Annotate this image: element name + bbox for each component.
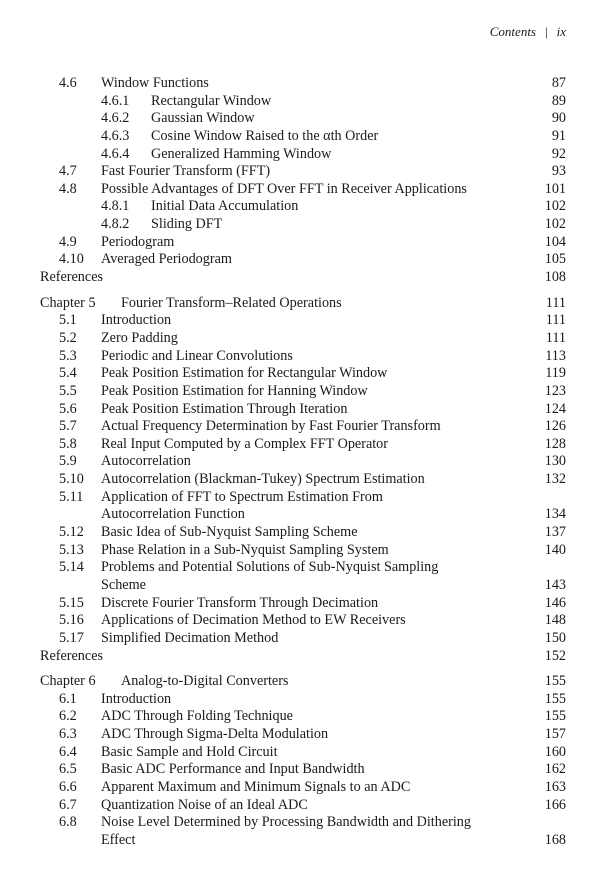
entry-number: 4.6.3 bbox=[101, 127, 130, 144]
entry-page-number: 91 bbox=[551, 127, 566, 144]
entry-page-number: 163 bbox=[544, 778, 566, 795]
entry-number: 5.9 bbox=[59, 453, 77, 470]
entry-page-number: 92 bbox=[551, 145, 566, 162]
entry-page-number: 162 bbox=[544, 761, 566, 778]
entry-page-number: 90 bbox=[551, 110, 566, 127]
entry-page-number: 168 bbox=[544, 831, 566, 848]
entry-number: 4.8.1 bbox=[101, 198, 130, 215]
entry-title: Fast Fourier Transform (FFT) bbox=[101, 163, 271, 180]
entry-title: Autocorrelation (Blackman-Tukey) Spectrum Estimation bbox=[101, 471, 425, 488]
entry-title: References bbox=[40, 647, 104, 664]
entry-page-number: 155 bbox=[544, 708, 566, 725]
entry-title: Periodic and Linear Convolutions bbox=[101, 347, 293, 364]
toc-entry bbox=[0, 163, 610, 181]
entry-number: 6.2 bbox=[59, 708, 77, 725]
entry-number: 5.11 bbox=[59, 488, 84, 505]
toc-entry bbox=[0, 726, 610, 744]
entry-title: ADC Through Sigma-Delta Modulation bbox=[101, 726, 329, 743]
entry-page-number: 105 bbox=[544, 251, 566, 268]
entry-page-number: 150 bbox=[544, 629, 566, 646]
entry-page-number: 128 bbox=[544, 435, 566, 452]
entry-page-number: 126 bbox=[544, 418, 566, 435]
entry-page-number: 137 bbox=[544, 524, 566, 541]
toc-entry bbox=[0, 110, 610, 128]
entry-title: Discrete Fourier Transform Through Decimation bbox=[101, 594, 379, 611]
entry-number: 4.9 bbox=[59, 233, 77, 250]
entry-number: 4.8.2 bbox=[101, 216, 130, 233]
entry-title: Basic ADC Performance and Input Bandwidth bbox=[101, 761, 365, 778]
entry-page-number: 93 bbox=[551, 163, 566, 180]
toc-entry bbox=[0, 348, 610, 366]
entry-number: 5.16 bbox=[59, 612, 84, 629]
toc-entry bbox=[0, 365, 610, 383]
entry-page-number: 130 bbox=[544, 453, 566, 470]
entry-title: Phase Relation in a Sub-Nyquist Sampling System bbox=[101, 541, 389, 558]
entry-page-number: 152 bbox=[544, 647, 566, 664]
entry-number: 4.6.2 bbox=[101, 110, 130, 127]
toc-entry bbox=[0, 198, 610, 216]
entry-number: 5.7 bbox=[59, 418, 77, 435]
entry-number: 6.4 bbox=[59, 743, 77, 760]
header-page-number: ix bbox=[556, 24, 566, 39]
header-section: Contents bbox=[489, 24, 536, 39]
toc-entry bbox=[0, 234, 610, 252]
entry-title: Autocorrelation bbox=[101, 453, 191, 470]
entry-page-number: 124 bbox=[544, 400, 566, 417]
entry-page-number: 119 bbox=[545, 365, 566, 382]
entry-number: 4.6.4 bbox=[101, 145, 130, 162]
toc-entry bbox=[0, 691, 610, 709]
toc-entry bbox=[0, 146, 610, 164]
entry-number: 6.5 bbox=[59, 761, 77, 778]
entry-number: 4.7 bbox=[59, 163, 77, 180]
entry-title: Basic Idea of Sub-Nyquist Sampling Scheme bbox=[101, 524, 358, 541]
entry-title: Scheme bbox=[101, 576, 146, 593]
toc-entry bbox=[0, 216, 610, 234]
chapter-entry bbox=[0, 295, 610, 313]
entry-page-number: 157 bbox=[544, 726, 566, 743]
toc-entry bbox=[0, 181, 610, 199]
entry-number: 6.8 bbox=[59, 814, 77, 831]
entry-page-number: 123 bbox=[544, 382, 566, 399]
toc-entry bbox=[0, 708, 610, 726]
entry-title: Peak Position Estimation for Rectangular Window bbox=[101, 365, 388, 382]
entry-page-number: 104 bbox=[544, 233, 566, 250]
entry-title: Fourier Transform–Related Operations bbox=[121, 294, 342, 311]
entry-page-number: 146 bbox=[544, 594, 566, 611]
entry-number: Chapter 5 bbox=[40, 294, 96, 311]
entry-page-number: 111 bbox=[545, 294, 566, 311]
entry-title: ADC Through Folding Technique bbox=[101, 708, 293, 725]
toc-entry bbox=[0, 630, 610, 648]
entry-title: Peak Position Estimation for Hanning Window bbox=[101, 382, 368, 399]
entry-number: 5.1 bbox=[59, 312, 77, 329]
entry-number: 5.2 bbox=[59, 329, 77, 346]
entry-title: Cosine Window Raised to the αth Order bbox=[151, 127, 379, 144]
entry-title: Possible Advantages of DFT Over FFT in Receiver Applications bbox=[101, 180, 467, 197]
entry-title: Analog-to-Digital Converters bbox=[121, 673, 289, 690]
entry-number: 4.6 bbox=[59, 75, 77, 91]
references-entry bbox=[0, 648, 610, 666]
entry-page-number: 87 bbox=[551, 75, 566, 91]
entry-page-number: 102 bbox=[544, 198, 566, 215]
toc-entry bbox=[0, 418, 610, 436]
toc-entry bbox=[0, 330, 610, 348]
toc-entry bbox=[0, 401, 610, 419]
entry-number: 5.15 bbox=[59, 594, 84, 611]
entry-number: 5.6 bbox=[59, 400, 77, 417]
header-separator: | bbox=[545, 24, 548, 39]
toc-entry bbox=[0, 744, 610, 762]
toc-entry bbox=[0, 251, 610, 269]
entry-page-number: 166 bbox=[544, 796, 566, 813]
toc-entry bbox=[0, 453, 610, 471]
entry-title: Effect bbox=[101, 831, 136, 848]
entry-title: Application of FFT to Spectrum Estimation From bbox=[101, 488, 383, 505]
entry-page-number: 113 bbox=[545, 347, 566, 364]
entry-title: Sliding DFT bbox=[151, 216, 223, 233]
entry-title: Applications of Decimation Method to EW Receivers bbox=[101, 612, 406, 629]
running-header bbox=[490, 24, 566, 40]
toc-entry bbox=[0, 542, 610, 560]
toc-entry bbox=[0, 612, 610, 630]
entry-title: Generalized Hamming Window bbox=[151, 145, 332, 162]
entry-page-number: 132 bbox=[544, 471, 566, 488]
toc-entry bbox=[0, 779, 610, 797]
entry-page-number: 155 bbox=[544, 673, 566, 690]
entry-number: 5.10 bbox=[59, 471, 84, 488]
chapter-entry bbox=[0, 673, 610, 691]
toc-entry bbox=[0, 814, 610, 832]
entry-title: Apparent Maximum and Minimum Signals to an ADC bbox=[101, 778, 411, 795]
toc-entry bbox=[0, 797, 610, 815]
toc-entry bbox=[0, 524, 610, 542]
entry-number: 5.14 bbox=[59, 559, 84, 576]
entry-number: 5.3 bbox=[59, 347, 77, 364]
toc-entry bbox=[0, 436, 610, 454]
entry-title: Quantization Noise of an Ideal ADC bbox=[101, 796, 308, 813]
entry-number: 4.10 bbox=[59, 251, 84, 268]
entry-number: 6.6 bbox=[59, 778, 77, 795]
toc-entry bbox=[0, 761, 610, 779]
entry-page-number: 143 bbox=[544, 576, 566, 593]
entry-page-number: 111 bbox=[545, 312, 566, 329]
entry-number: 4.6.1 bbox=[101, 92, 130, 109]
toc-entry bbox=[0, 312, 610, 330]
entry-number: 5.13 bbox=[59, 541, 84, 558]
toc-entry bbox=[0, 471, 610, 489]
entry-title: Window Functions bbox=[101, 75, 209, 91]
entry-number: 5.8 bbox=[59, 435, 77, 452]
entry-page-number: 102 bbox=[544, 216, 566, 233]
entry-title: Real Input Computed by a Complex FFT Operator bbox=[101, 435, 388, 452]
entry-page-number: 101 bbox=[544, 180, 566, 197]
entry-page-number: 89 bbox=[551, 92, 566, 109]
toc-entry bbox=[0, 832, 610, 850]
entry-title: Averaged Periodogram bbox=[101, 251, 232, 268]
entry-title: Gaussian Window bbox=[151, 110, 255, 127]
entry-title: Zero Padding bbox=[101, 329, 178, 346]
entry-number: 5.12 bbox=[59, 524, 84, 541]
entry-number: 5.4 bbox=[59, 365, 77, 382]
entry-number: 5.5 bbox=[59, 382, 77, 399]
entry-title: Autocorrelation Function bbox=[101, 506, 245, 523]
toc-entry bbox=[0, 93, 610, 111]
table-of-contents bbox=[0, 75, 610, 850]
entry-page-number: 111 bbox=[545, 329, 566, 346]
entry-title: Peak Position Estimation Through Iteration bbox=[101, 400, 348, 417]
entry-title: Actual Frequency Determination by Fast Fourier Transform bbox=[101, 418, 441, 435]
toc-entry bbox=[0, 383, 610, 401]
entry-title: Initial Data Accumulation bbox=[151, 198, 299, 215]
toc-entry bbox=[0, 489, 610, 507]
toc-entry bbox=[0, 577, 610, 595]
entry-title: Problems and Potential Solutions of Sub-Nyquist Sampling bbox=[101, 559, 439, 576]
entry-title: Basic Sample and Hold Circuit bbox=[101, 743, 278, 760]
entry-title: Introduction bbox=[101, 312, 172, 329]
entry-page-number: 160 bbox=[544, 743, 566, 760]
entry-page-number: 134 bbox=[544, 506, 566, 523]
entry-page-number: 155 bbox=[544, 690, 566, 707]
toc-entry bbox=[0, 128, 610, 146]
toc-entry bbox=[0, 595, 610, 613]
entry-number: 5.17 bbox=[59, 629, 84, 646]
entry-number: 6.1 bbox=[59, 690, 77, 707]
entry-number: 6.3 bbox=[59, 726, 77, 743]
entry-page-number: 108 bbox=[544, 269, 566, 286]
entry-title: Noise Level Determined by Processing Bandwidth and Dithering bbox=[101, 814, 471, 831]
entry-title: Introduction bbox=[101, 690, 172, 707]
entry-number: Chapter 6 bbox=[40, 673, 96, 690]
toc-entry bbox=[0, 559, 610, 577]
toc-entry bbox=[0, 75, 610, 93]
entry-page-number: 140 bbox=[544, 541, 566, 558]
entry-title: References bbox=[40, 269, 104, 286]
entry-title: Periodogram bbox=[101, 233, 175, 250]
entry-number: 6.7 bbox=[59, 796, 77, 813]
entry-title: Simplified Decimation Method bbox=[101, 629, 279, 646]
toc-entry bbox=[0, 506, 610, 524]
entry-title: Rectangular Window bbox=[151, 92, 272, 109]
references-entry bbox=[0, 269, 610, 287]
entry-number: 4.8 bbox=[59, 180, 77, 197]
entry-page-number: 148 bbox=[544, 612, 566, 629]
